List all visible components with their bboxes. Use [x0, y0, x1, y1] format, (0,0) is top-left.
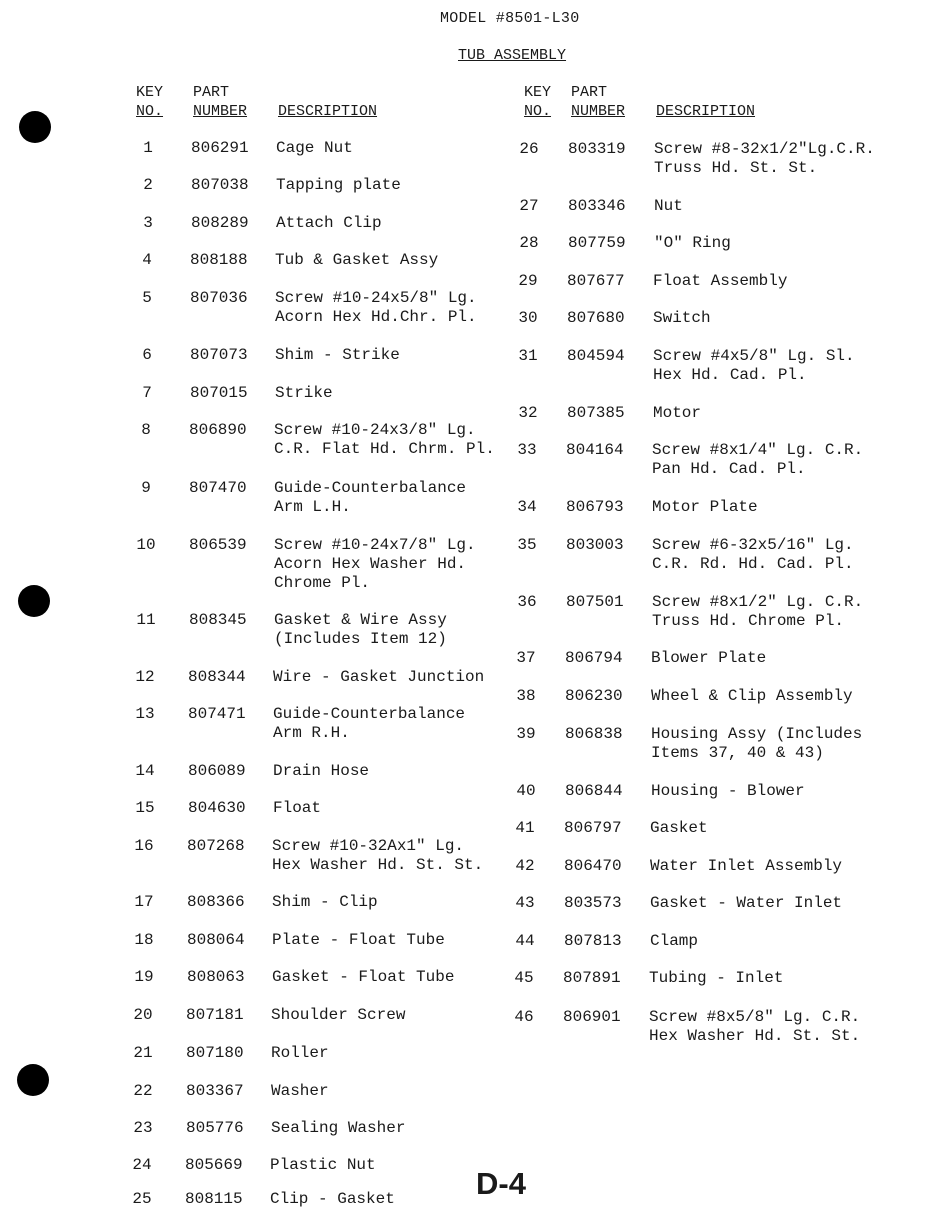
part-description: Nut [654, 197, 683, 215]
parts-row [512, 441, 922, 479]
part-number: 804630 [188, 799, 246, 817]
part-description: Motor [653, 404, 702, 422]
key-number: 42 [515, 857, 535, 875]
key-number: 15 [135, 799, 155, 817]
key-number: 30 [518, 309, 538, 327]
part-description: Screw #10-24x3/8" Lg. C.R. Flat Hd. Chrm. Pl. [274, 421, 495, 458]
key-number: 7 [142, 384, 152, 402]
part-number: 808344 [188, 668, 246, 686]
part-number: 808289 [191, 214, 249, 232]
parts-row [121, 384, 535, 403]
part-description: Plastic Nut [270, 1156, 376, 1174]
key-number: 17 [134, 893, 154, 911]
key-number: 37 [516, 649, 536, 667]
part-number: 806089 [188, 762, 246, 780]
part-number: 807759 [568, 234, 626, 252]
part-description: Attach Clip [276, 214, 382, 232]
part-number: 806230 [565, 687, 623, 705]
parts-row [117, 1119, 531, 1138]
parts-row [514, 140, 924, 178]
part-description: Tub & Gasket Assy [275, 251, 439, 269]
parts-row [513, 272, 923, 291]
part-description: Wire - Gasket Junction [273, 668, 485, 686]
part-description: Housing - Blower [651, 782, 805, 800]
key-number: 5 [142, 289, 152, 307]
part-description: Water Inlet Assembly [650, 857, 843, 875]
key-number: 25 [132, 1190, 152, 1208]
parts-row [120, 421, 534, 459]
part-number: 806291 [191, 139, 249, 157]
parts-row [511, 725, 921, 763]
part-number: 806890 [189, 421, 247, 439]
parts-row [514, 197, 924, 216]
parts-row [121, 251, 535, 270]
part-description: Float Assembly [653, 272, 788, 290]
part-number: 807073 [190, 346, 248, 364]
part-number: 803319 [568, 140, 626, 158]
part-number: 806539 [189, 536, 247, 554]
part-description: Screw #10-32Ax1" Lg. Hex Washer Hd. St. St. [272, 837, 484, 874]
part-number: 807038 [191, 176, 249, 194]
key-number: 22 [133, 1082, 153, 1100]
part-number: 808063 [187, 968, 245, 986]
key-number: 26 [519, 140, 539, 158]
part-description: Tapping plate [276, 176, 401, 194]
key-number: 14 [135, 762, 155, 780]
right-description-header: DESCRIPTION [656, 103, 756, 120]
part-description: Strike [275, 384, 333, 402]
left-key-header: KEY NO. [136, 84, 164, 120]
part-number: 807181 [186, 1006, 244, 1024]
key-number: 9 [141, 479, 151, 497]
key-number: 10 [136, 536, 156, 554]
part-number: 806838 [565, 725, 623, 743]
parts-row [118, 931, 532, 950]
key-number: 40 [516, 782, 536, 800]
part-number: 807813 [564, 932, 622, 950]
part-description: Wheel & Clip Assembly [651, 687, 853, 705]
parts-row [117, 1006, 531, 1025]
key-number: 18 [134, 931, 154, 949]
key-number: 3 [143, 214, 153, 232]
part-number: 807180 [186, 1044, 244, 1062]
parts-row [512, 593, 922, 631]
part-description: Housing Assy (Includes Items 37, 40 & 43) [651, 725, 863, 762]
parts-row [119, 762, 533, 781]
part-description: Screw #8-32x1/2"Lg.C.R. Truss Hd. St. St. [654, 140, 875, 177]
key-number: 29 [518, 272, 538, 290]
part-number: 807677 [567, 272, 625, 290]
model-title: MODEL #8501-L30 [440, 10, 580, 27]
part-description: Screw #8x5/8" Lg. C.R. Hex Washer Hd. St. St. [649, 1008, 861, 1045]
part-description: Shoulder Screw [271, 1006, 406, 1024]
key-number: 2 [143, 176, 153, 194]
part-number: 808345 [189, 611, 247, 629]
part-number: 806794 [565, 649, 623, 667]
key-number: 44 [515, 932, 535, 950]
parts-row [511, 687, 921, 706]
part-number: 807385 [567, 404, 625, 422]
part-description: Screw #6-32x5/16" Lg. C.R. Rd. Hd. Cad. Pl. [652, 536, 854, 573]
parts-row [119, 705, 533, 743]
key-number: 43 [515, 894, 535, 912]
parts-row [119, 799, 533, 818]
part-number: 807036 [190, 289, 248, 307]
parts-row [510, 857, 920, 876]
key-number: 28 [519, 234, 539, 252]
key-number: 36 [517, 593, 537, 611]
part-number: 807268 [187, 837, 245, 855]
part-number: 803346 [568, 197, 626, 215]
part-number: 807015 [190, 384, 248, 402]
part-number: 805669 [185, 1156, 243, 1174]
left-description-header: DESCRIPTION [278, 103, 378, 120]
section-title: TUB ASSEMBLY [458, 47, 567, 64]
key-number: 11 [136, 611, 156, 629]
key-number: 16 [134, 837, 154, 855]
key-number: 19 [134, 968, 154, 986]
key-number: 23 [133, 1119, 153, 1137]
key-number: 27 [519, 197, 539, 215]
parts-row [512, 536, 922, 574]
part-description: Shim - Strike [275, 346, 400, 364]
key-number: 20 [133, 1006, 153, 1024]
part-description: Guide-Counterbalance Arm L.H. [274, 479, 467, 516]
part-description: Washer [271, 1082, 329, 1100]
part-number: 807470 [189, 479, 247, 497]
part-description: Float [273, 799, 322, 817]
part-description: Drain Hose [273, 762, 370, 780]
part-description: Screw #8x1/4" Lg. C.R. Pan Hd. Cad. Pl. [652, 441, 864, 478]
key-number: 12 [135, 668, 155, 686]
key-number: 31 [518, 347, 538, 365]
part-number: 808115 [185, 1190, 243, 1208]
part-description: Screw #10-24x7/8" Lg. Acorn Hex Washer Hd. Chrome Pl. [274, 536, 476, 592]
right-key-header: KEY NO. [524, 84, 552, 120]
part-number: 803573 [564, 894, 622, 912]
parts-row [511, 649, 921, 668]
part-number: 808188 [190, 251, 248, 269]
part-number: 807680 [567, 309, 625, 327]
key-number: 46 [514, 1008, 534, 1026]
part-description: Guide-Counterbalance Arm R.H. [273, 705, 466, 742]
parts-row [116, 1156, 530, 1175]
key-number: 41 [515, 819, 535, 837]
parts-row [122, 139, 536, 158]
parts-row [510, 894, 920, 913]
left-part-header: PART NUMBER [193, 84, 248, 120]
parts-row [122, 176, 536, 195]
parts-row [510, 819, 920, 838]
part-number: 806793 [566, 498, 624, 516]
parts-row [510, 932, 920, 951]
parts-row [512, 498, 922, 517]
part-number: 806901 [563, 1008, 621, 1026]
parts-row [117, 1082, 531, 1101]
parts-row [513, 309, 923, 328]
part-description: Switch [653, 309, 711, 327]
part-number: 803003 [566, 536, 624, 554]
key-number: 34 [517, 498, 537, 516]
parts-row [118, 968, 532, 987]
part-description: Plate - Float Tube [272, 931, 445, 949]
part-number: 803367 [186, 1082, 244, 1100]
page-number: D-4 [476, 1166, 526, 1201]
part-description: Clamp [650, 932, 699, 950]
parts-row [513, 347, 923, 385]
key-number: 6 [142, 346, 152, 364]
part-description: Gasket - Float Tube [272, 968, 455, 986]
part-description: Screw #10-24x5/8" Lg. Acorn Hex Hd.Chr. Pl. [275, 289, 477, 326]
parts-row [121, 289, 535, 327]
key-number: 8 [141, 421, 151, 439]
part-number: 808064 [187, 931, 245, 949]
key-number: 13 [135, 705, 155, 723]
key-number: 35 [517, 536, 537, 554]
parts-row [120, 536, 534, 593]
part-description: "O" Ring [654, 234, 731, 252]
part-description: Roller [271, 1044, 329, 1062]
parts-row [513, 404, 923, 423]
part-number: 805776 [186, 1119, 244, 1137]
part-description: Screw #8x1/2" Lg. C.R. Truss Hd. Chrome Pl. [652, 593, 864, 630]
part-description: Gasket & Wire Assy (Includes Item 12) [274, 611, 447, 648]
parts-row [509, 1008, 919, 1046]
part-number: 806797 [564, 819, 622, 837]
part-description: Screw #4x5/8" Lg. Sl. Hex Hd. Cad. Pl. [653, 347, 855, 384]
part-description: Sealing Washer [271, 1119, 406, 1137]
part-description: Shim - Clip [272, 893, 378, 911]
part-description: Motor Plate [652, 498, 758, 516]
right-part-header: PART NUMBER [571, 84, 626, 120]
part-description: Tubing - Inlet [649, 969, 784, 987]
parts-row [118, 893, 532, 912]
key-number: 38 [516, 687, 536, 705]
part-description: Cage Nut [276, 139, 353, 157]
key-number: 1 [143, 139, 153, 157]
part-number: 807501 [566, 593, 624, 611]
key-number: 24 [132, 1156, 152, 1174]
parts-row [118, 837, 532, 875]
parts-row [120, 611, 534, 649]
parts-row [514, 234, 924, 253]
key-number: 4 [142, 251, 152, 269]
binder-hole-punch [17, 1064, 49, 1096]
parts-row [121, 346, 535, 365]
parts-row [117, 1044, 531, 1063]
part-number: 804594 [567, 347, 625, 365]
part-number: 808366 [187, 893, 245, 911]
parts-row [119, 668, 533, 687]
part-description: Clip - Gasket [270, 1190, 395, 1208]
part-number: 804164 [566, 441, 624, 459]
part-number: 806470 [564, 857, 622, 875]
key-number: 21 [133, 1044, 153, 1062]
key-number: 39 [516, 725, 536, 743]
part-description: Gasket [650, 819, 708, 837]
key-number: 32 [518, 404, 538, 422]
part-number: 807471 [188, 705, 246, 723]
key-number: 45 [514, 969, 534, 987]
parts-row [511, 782, 921, 801]
part-description: Gasket - Water Inlet [650, 894, 843, 912]
binder-hole-punch [18, 585, 50, 617]
parts-row [509, 969, 919, 988]
parts-row [120, 479, 534, 517]
binder-hole-punch [19, 111, 51, 143]
part-number: 807891 [563, 969, 621, 987]
parts-row [122, 214, 536, 233]
key-number: 33 [517, 441, 537, 459]
part-number: 806844 [565, 782, 623, 800]
part-description: Blower Plate [651, 649, 767, 667]
